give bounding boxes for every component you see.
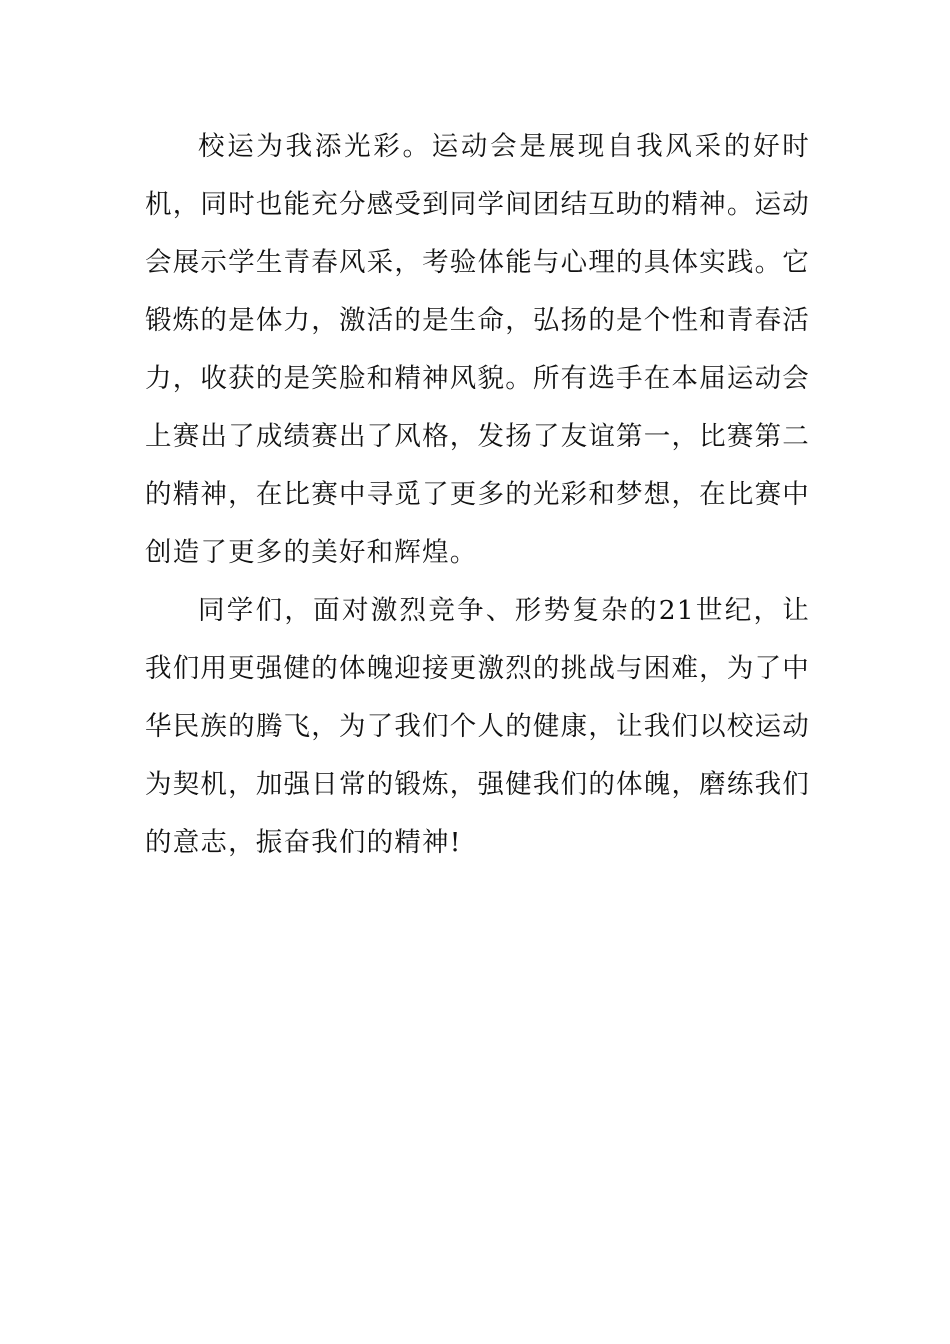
paragraph-2: 同学们，面对激烈竞争、形势复杂的21世纪，让我们用更强健的体魄迎接更激烈的挑战与困难，为了中华民族的腾飞，为了我们个人的健康，让我们以校运动为契机，加强日常的锻炼，强健我们的体魄，磨练我们的意志，振奋我们的精神! xyxy=(145,595,810,858)
paragraph-1: 校运为我添光彩。运动会是展现自我风采的好时机，同时也能充分感受到同学间团结互助的精神。运动会展示学生青春风采，考验体能与心理的具体实践。它锻炼的是体力，激活的是生命，弘扬的是个性和青春活力，收获的是笑脸和精神风貌。所有选手在本届运动会上赛出了成绩赛出了风格，发扬了友谊第一，比赛第二的精神，在比赛中寻觅了更多的光彩和梦想，在比赛中创造了更多的美好和辉煌。 xyxy=(145,131,810,568)
document-body xyxy=(145,118,810,872)
